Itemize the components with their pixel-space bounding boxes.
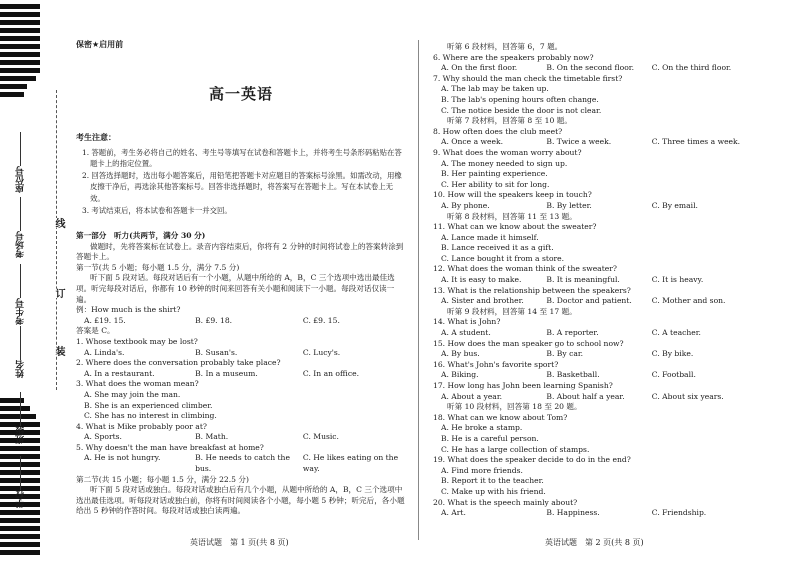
question: 11. What can we know about the sweater? (433, 222, 597, 232)
option: A. He broke a stamp. (441, 423, 523, 433)
example-question: 例：How much is the shirt? (76, 305, 181, 315)
option: A. On the first floor. (441, 63, 518, 73)
material-instruction: 听第 6 段材料，回答第 6，7 题。 (447, 42, 563, 51)
question-5: 5. Why doesn't the man have breakfast at home? (76, 442, 264, 452)
option: A. Lance made it himself. (441, 232, 539, 242)
example-option: C. £9. 15. (302, 315, 340, 325)
question-1: 1. Whose textbook may be lost? (76, 336, 198, 346)
option: B. Math. (195, 432, 229, 442)
option: C. Football. (651, 370, 696, 380)
option: B. In a museum. (195, 368, 258, 378)
question-2-options (76, 369, 406, 380)
name-label: 姓名 (16, 360, 26, 378)
question-4-options (76, 432, 406, 443)
option: B. About half a year. (546, 391, 625, 401)
exam-room-field[interactable] (14, 193, 27, 258)
question: 14. What is John? (433, 317, 501, 327)
option: B. By letter. (546, 200, 592, 210)
option: C. Mother and son. (651, 296, 726, 306)
question-3: 3. What does the woman mean? (76, 379, 199, 389)
option: B. Susan's. (195, 347, 238, 357)
question-2: 2. Where does the conversation probably take place? (76, 358, 281, 368)
material-instruction: 听第 9 段材料，回答第 14 至 17 题。 (447, 306, 577, 316)
question: 6. Where are the speakers probably now? (433, 52, 594, 62)
option: C. He has a large collection of stamps. (441, 444, 590, 454)
option: B. The lab's opening hours often change. (441, 94, 599, 104)
option: C. By email. (651, 200, 698, 210)
option: C. The notice beside the door is not clear. (441, 105, 602, 115)
question: 16. What's John's favorite sport? (433, 359, 559, 369)
option: C. She has no interest in climbing. (84, 411, 217, 421)
page-2-column (433, 42, 773, 519)
cut-label-line: 线 (53, 218, 64, 228)
question: 18. What can we know about Tom? (433, 412, 568, 422)
notice-title: 考生注意： (76, 133, 116, 143)
option: B. He needs to catch the bus. (195, 453, 290, 474)
question-options (433, 137, 773, 148)
option: B. Twice a week. (546, 137, 612, 147)
option: A. In a restaurant. (84, 368, 155, 378)
column-divider (418, 40, 419, 540)
candidate-number-field[interactable] (14, 260, 27, 325)
question: 7. Why should the man check the timetable first? (433, 73, 623, 83)
question: 10. How will the speakers keep in touch? (433, 190, 592, 200)
seat-number-field[interactable] (14, 128, 27, 193)
notice-item: 2. 回答选择题时，选出每小题答案后，用铅笔把答题卡对应题目的答案标号涂黑。如需改动，用橡皮擦干净后，再选涂其他答案标号。回答非选择题时，将答案写在答题卡上。写在本试卷上无效。 (82, 171, 402, 203)
confidential-mark: 保密★启用前 (76, 40, 124, 49)
option: C. Lance bought it from a store. (441, 253, 565, 263)
section-2-title: 第二节(共 15 小题；每小题 1.5 分，满分 22.5 分) (76, 474, 249, 484)
option: A. Find more friends. (441, 465, 523, 475)
page-1-column (76, 40, 406, 517)
option: B. Report it to the teacher. (441, 476, 544, 486)
option: A. Sister and brother. (441, 296, 524, 306)
question-options (433, 370, 773, 381)
question: 17. How long has John been learning Spanish? (433, 381, 613, 390)
exam-room-label: 考场号 (16, 231, 26, 258)
cut-label-bind: 装 (53, 346, 64, 356)
option: C. Her ability to sit for long. (441, 179, 550, 189)
notice-item: 3. 考试结束后，将本试卷和答题卡一并交回。 (82, 205, 232, 215)
question: 20. What is the speech mainly about? (433, 497, 578, 507)
cut-line (56, 90, 57, 390)
section-1-intro: 听下面 5 段对话。每段对话后有一个小题，从题中所给的 A，B，C 三个选项中选出最佳选项。听完每段对话后，你都有 10 秒钟的时间来回答有关小题和阅读下一小题。每段对话仅读一遍。 (76, 273, 395, 304)
material-instruction: 听第 7 段材料，回答第 8 至 10 题。 (447, 116, 572, 126)
option: C. About six years. (651, 391, 724, 401)
option: B. Lance received it as a gift. (441, 243, 554, 253)
question: 19. What does the speaker decide to do in the end? (433, 455, 631, 465)
example-options (76, 316, 406, 327)
option: A. Sports. (84, 432, 122, 442)
option: A. She may join the man. (84, 389, 181, 399)
option: B. Basketball. (546, 370, 600, 380)
option: A. Once a week. (441, 137, 504, 147)
section-2-intro: 听下面 5 段对话或独白。每段对话或独白后有几个小题，从题中所给的 A，B，C 三个选项中选出最佳选项。听每段对话或独白前，你将有时间阅读各个小题，每小题 5 秒钟；听完后，各小题给出 5 秒钟的作答时间。每段对话或独白读两遍。 (76, 485, 405, 516)
question: 15. How does the man speaker go to school now? (433, 338, 624, 348)
section-1-title: 第一节(共 5 小题；每小题 1.5 分，满分 7.5 分) (76, 262, 240, 272)
school-field[interactable] (14, 452, 27, 508)
question-options (433, 508, 773, 519)
question-options (433, 201, 773, 212)
option: C. Three times a week. (651, 137, 741, 147)
option: A. The money needed to sign up. (441, 158, 568, 168)
material-instruction: 听第 10 段材料，回答第 18 至 20 题。 (447, 402, 582, 412)
option: C. Make up with his friend. (441, 486, 546, 496)
binding-strip (0, 0, 62, 579)
example-option: B. £9. 18. (195, 315, 233, 325)
question-options (433, 328, 773, 339)
question-options (433, 392, 773, 403)
example-option: A. £19. 15. (84, 315, 126, 325)
option: B. He is a careful person. (441, 433, 539, 443)
question: 8. How often does the club meet? (433, 126, 563, 136)
part-1-title: 第一部分 听力(共两节，满分 30 分) (76, 231, 206, 240)
seat-number-label: 座位号 (16, 166, 26, 193)
option: C. On the third floor. (651, 63, 732, 73)
option: A. About a year. (441, 391, 503, 401)
option: B. She is an experienced climber. (84, 400, 213, 410)
notice-item: 1. 答题前，考生务必将自己的姓名、考生号等填写在试卷和答题卡上，并将考生号条形码粘贴在答题卡上的指定位置。 (82, 147, 402, 168)
option: A. A student. (441, 328, 491, 338)
page-title: 高一英语 (208, 84, 273, 103)
option: C. He likes eating on the way. (302, 453, 399, 474)
name-field[interactable] (14, 322, 27, 378)
example-answer: 答案是 C。 (76, 326, 115, 336)
option: A. Biking. (441, 370, 479, 380)
option: C. By bike. (651, 349, 694, 359)
question-5-options (76, 453, 406, 474)
question: 12. What does the woman think of the sweater? (433, 264, 617, 274)
question: 13. What is the relationship between the speakers? (433, 285, 631, 295)
option: B. It is meaningful. (546, 275, 620, 285)
option: A. Art. (441, 508, 466, 518)
option: C. It is heavy. (651, 275, 704, 285)
question-1-options (76, 348, 406, 359)
cut-label-staple: 订 (53, 288, 64, 298)
class-label: 班级 (16, 426, 26, 444)
page-1-footer: 英语试题 第 1 页(共 8 页) (190, 538, 289, 547)
question-4: 4. What is Mike probably poor at? (76, 421, 207, 431)
binding-blank-bar (27, 84, 41, 394)
option: B. Her painting experience. (441, 169, 548, 179)
option: C. A teacher. (651, 328, 701, 338)
option: A. By bus. (441, 349, 480, 359)
material-instruction: 听第 8 段材料，回答第 11 至 13 题。 (447, 211, 577, 221)
class-field[interactable] (14, 388, 27, 444)
option: C. In an office. (302, 368, 359, 378)
question-options (433, 275, 773, 286)
option: C. Friendship. (651, 508, 707, 518)
question-options (433, 349, 773, 360)
option: B. Happiness. (546, 508, 600, 518)
option: A. By phone. (441, 200, 490, 210)
option: A. It is easy to make. (441, 275, 522, 285)
question-options (433, 63, 773, 74)
candidate-number-label: 考生号 (16, 298, 26, 325)
option: C. Lucy's. (302, 347, 341, 357)
part-1-intro: 做题时，先将答案标在试卷上。录音内容结束后，你将有 2 分钟的时间将试卷上的答案转涂到答题卡上。 (76, 241, 404, 262)
option: A. The lab may be taken up. (441, 84, 549, 94)
option: A. He is not hungry. (84, 453, 161, 463)
option: B. A reporter. (546, 328, 599, 338)
option: B. On the second floor. (546, 63, 634, 73)
page-2-footer: 英语试题 第 2 页(共 8 页) (545, 538, 644, 547)
option: B. Doctor and patient. (546, 296, 632, 306)
option: C. Music. (302, 432, 339, 442)
option: A. Linda's. (84, 347, 125, 357)
school-label: 学校 (16, 490, 26, 508)
option: B. By car. (546, 349, 584, 359)
question-options (433, 296, 773, 307)
question: 9. What does the woman worry about? (433, 147, 582, 157)
